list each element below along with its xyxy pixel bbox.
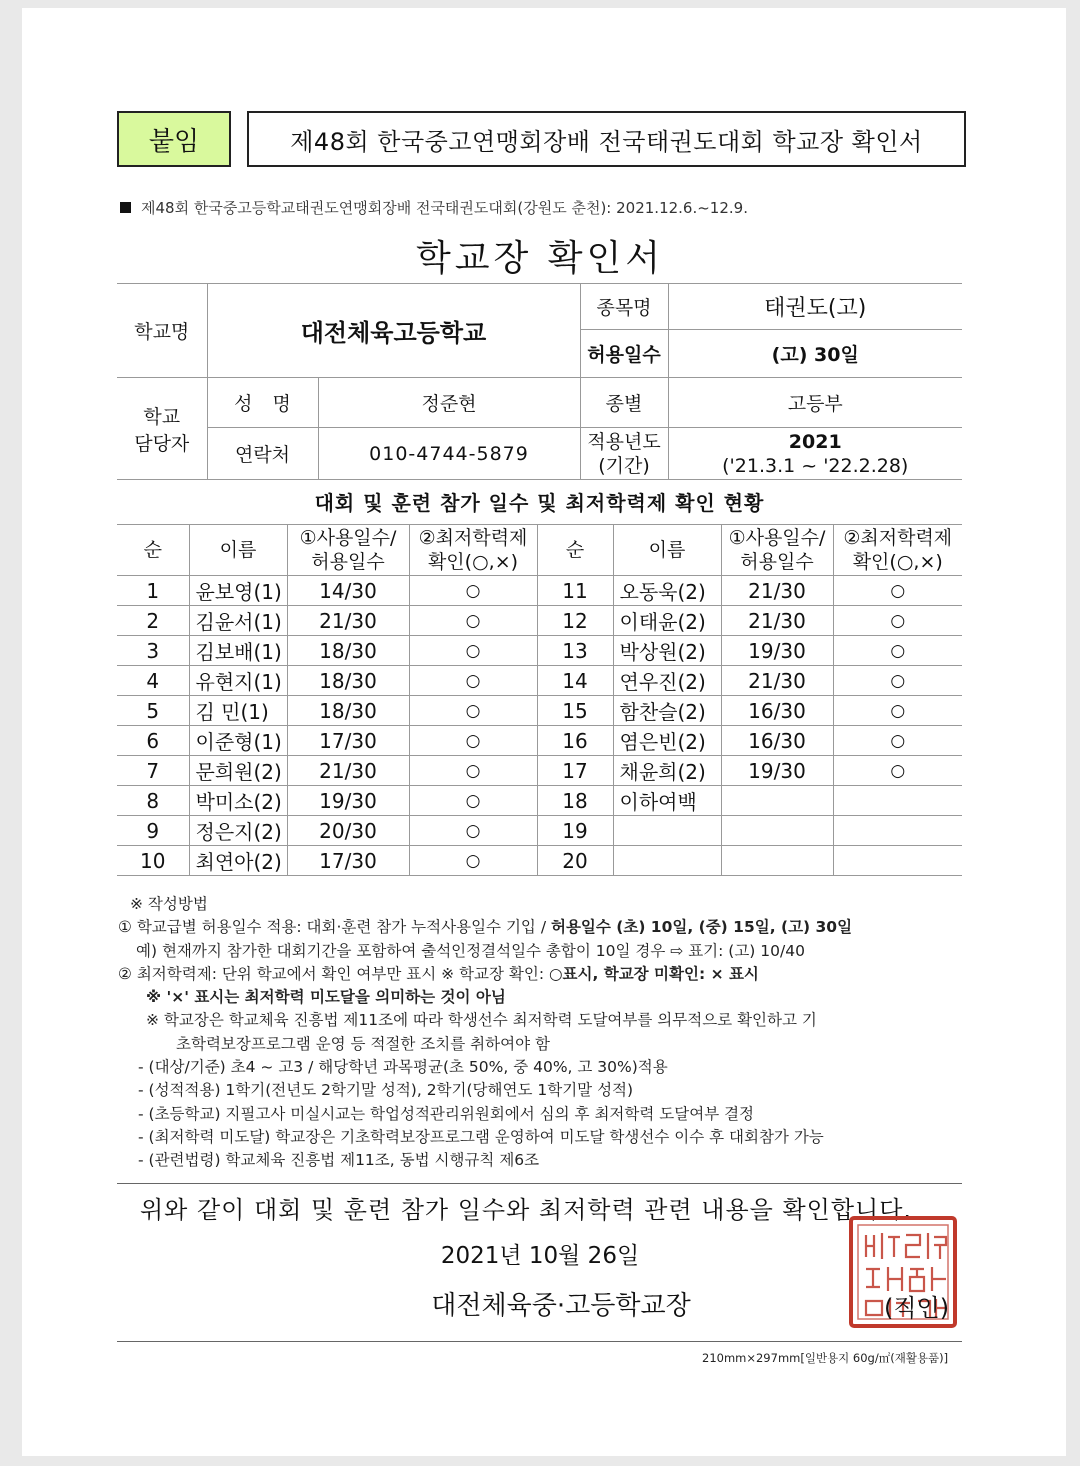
writing-instructions xyxy=(118,893,968,1173)
roster-cell-r-name xyxy=(613,846,721,876)
apply-period: ('21.3.1 ~ '22.2.28) xyxy=(722,454,909,477)
roster-cell-l-no: 10 xyxy=(117,846,189,876)
roster-cell-r-chk xyxy=(833,846,962,876)
event-info-line xyxy=(120,197,748,218)
roster-cell-r-chk: ○ xyxy=(833,696,962,726)
school-info-table xyxy=(117,283,962,480)
note-2 xyxy=(118,963,968,986)
roster-cell-l-chk: ○ xyxy=(409,666,537,696)
roster-cell-r-chk: ○ xyxy=(833,576,962,606)
apply-year: 2021 xyxy=(788,430,842,453)
roster-table xyxy=(117,524,962,876)
table-row xyxy=(117,636,962,666)
page-title: 학교장 확인서 xyxy=(415,238,665,279)
header-no-left: 순 xyxy=(117,525,189,576)
roster-cell-r-name: 연우진(2) xyxy=(613,666,721,696)
header-name-right: 이름 xyxy=(613,525,721,576)
paper-size-note: 210mm×297mm[일반용지 60g/㎡(재활용품)] xyxy=(702,1351,949,1365)
roster-cell-r-days: 16/30 xyxy=(721,726,833,756)
event-name-label: 종목명 xyxy=(580,284,668,330)
allowed-days-label: 허용일수 xyxy=(580,330,668,378)
roster-cell-r-chk: ○ xyxy=(833,606,962,636)
roster-cell-r-days: 21/30 xyxy=(721,666,833,696)
school-manager-label xyxy=(117,378,207,480)
contact-value: 010-4744-5879 xyxy=(318,428,580,480)
roster-cell-l-name: 박미소(2) xyxy=(189,786,287,816)
roster-cell-l-name: 김보배(1) xyxy=(189,636,287,666)
detail-1: - (대상/기준) 초4 ~ 고3 / 해당학년 과목평균(초 50%, 중 40%, 고 30%)적용 xyxy=(138,1058,668,1077)
roster-cell-l-days: 19/30 xyxy=(287,786,409,816)
notes-heading: ※ 작성방법 xyxy=(130,895,208,913)
attachment-tag: 붙임 xyxy=(117,111,231,167)
roster-cell-l-no: 5 xyxy=(117,696,189,726)
roster-cell-r-name: 이태윤(2) xyxy=(613,606,721,636)
header-days-line2: 허용일수 xyxy=(740,551,814,573)
roster-cell-r-chk: ○ xyxy=(833,726,962,756)
roster-cell-l-chk: ○ xyxy=(409,606,537,636)
roster-cell-l-no: 3 xyxy=(117,636,189,666)
note-2-bold: ○표시, 학교장 미확인: × 표시 xyxy=(548,964,759,983)
manager-name-label: 성 명 xyxy=(207,378,318,428)
roster-cell-l-chk: ○ xyxy=(409,846,537,876)
roster-cell-r-days: 21/30 xyxy=(721,606,833,636)
square-bullet-icon xyxy=(120,202,131,213)
header-check-line2: 확인(○,×) xyxy=(852,551,943,573)
header-check-line2: 확인(○,×) xyxy=(427,551,519,573)
school-name-value: 대전체육고등학교 xyxy=(207,284,580,378)
note-1-bold: 허용일수 (초) 10일, (중) 15일, (고) 30일 xyxy=(550,918,853,937)
category-label: 종별 xyxy=(580,378,668,428)
manager-name-value: 정준현 xyxy=(318,378,580,428)
roster-cell-l-no: 2 xyxy=(117,606,189,636)
roster-cell-r-chk: ○ xyxy=(833,666,962,696)
roster-cell-l-chk: ○ xyxy=(409,756,537,786)
roster-cell-r-no: 15 xyxy=(537,696,613,726)
roster-cell-l-no: 8 xyxy=(117,786,189,816)
school-manager-label-line2: 담당자 xyxy=(134,432,190,455)
header-days-right xyxy=(721,525,833,576)
section-title: 대회 및 훈련 참가 일수 및 최저학력제 확인 현황 xyxy=(314,491,765,515)
roster-cell-r-chk xyxy=(833,786,962,816)
header-check-line1: ②최저학력제 xyxy=(843,527,953,549)
note-2-text: ② 최저학력제: 단위 학교에서 확인 여부만 표시 ※ 학교장 확인: xyxy=(118,964,549,983)
roster-cell-r-name: 채윤희(2) xyxy=(613,756,721,786)
principal-name: 대전체육중·고등학교장 xyxy=(431,1291,691,1321)
detail-4: - (최저학력 미도달) 학교장은 기초학력보장프로그램 운영하여 미도달 학생선수 이수 후 대회참가 가능 xyxy=(138,1127,824,1146)
roster-cell-r-name: 염은빈(2) xyxy=(613,726,721,756)
header-name-left: 이름 xyxy=(189,525,287,576)
seal-label: (직인) xyxy=(884,1294,950,1322)
school-name-label: 학교명 xyxy=(117,284,207,378)
note-1-text: ① 학교급별 허용일수 적용: 대회·훈련 참가 누적사용일수 기입 / xyxy=(118,918,551,937)
roster-cell-l-chk: ○ xyxy=(409,576,537,606)
roster-cell-r-name: 박상원(2) xyxy=(613,636,721,666)
roster-cell-l-no: 1 xyxy=(117,576,189,606)
roster-cell-r-no: 13 xyxy=(537,636,613,666)
apply-year-value xyxy=(668,428,962,480)
roster-cell-r-days: 19/30 xyxy=(721,636,833,666)
roster-cell-r-no: 12 xyxy=(537,606,613,636)
roster-cell-l-chk: ○ xyxy=(409,816,537,846)
roster-cell-r-name: 함찬슬(2) xyxy=(613,696,721,726)
table-row xyxy=(117,606,962,636)
header-days-line1: ①사용일수/ xyxy=(299,527,397,549)
detail-5: - (관련법령) 학교체육 진흥법 제11조, 동법 시행규칙 제6조 xyxy=(138,1151,540,1170)
roster-cell-l-chk: ○ xyxy=(409,726,537,756)
roster-cell-l-no: 7 xyxy=(117,756,189,786)
note-4a: ※ 학교장은 학교체육 진흥법 제11조에 따라 학생선수 최저학력 도달여부를 의무적으로 확인하고 기 xyxy=(146,1011,817,1030)
roster-cell-r-no: 14 xyxy=(537,666,613,696)
issue-date: 2021년 10월 26일 xyxy=(440,1243,640,1269)
roster-cell-l-name: 문희원(2) xyxy=(189,756,287,786)
roster-cell-l-days: 17/30 xyxy=(287,726,409,756)
roster-cell-l-days: 21/30 xyxy=(287,756,409,786)
roster-cell-l-name: 이준형(1) xyxy=(189,726,287,756)
category-value: 고등부 xyxy=(668,378,962,428)
roster-cell-r-days xyxy=(721,786,833,816)
table-row xyxy=(117,786,962,816)
header-days-line2: 허용일수 xyxy=(311,551,385,573)
roster-cell-l-no: 9 xyxy=(117,816,189,846)
table-row xyxy=(117,756,962,786)
apply-year-label xyxy=(580,428,668,480)
table-row xyxy=(117,846,962,876)
roster-cell-l-days: 18/30 xyxy=(287,636,409,666)
school-manager-label-line1: 학교 xyxy=(143,405,181,428)
header-check-line1: ②최저학력제 xyxy=(418,527,528,549)
roster-cell-r-chk: ○ xyxy=(833,636,962,666)
roster-cell-r-days: 19/30 xyxy=(721,756,833,786)
roster-cell-l-name: 김 민(1) xyxy=(189,696,287,726)
table-row xyxy=(117,726,962,756)
roster-cell-r-name: 오동욱(2) xyxy=(613,576,721,606)
header-no-right: 순 xyxy=(537,525,613,576)
detail-2: - (성적적용) 1학기(전년도 2학기말 성적), 2학기(당해연도 1학기말 성적) xyxy=(138,1081,634,1100)
confirmation-statement: 위와 같이 대회 및 훈련 참가 일수와 최저학력 관련 내용을 확인합니다. xyxy=(139,1196,913,1224)
roster-cell-r-no: 20 xyxy=(537,846,613,876)
roster-cell-r-days: 21/30 xyxy=(721,576,833,606)
roster-cell-r-days xyxy=(721,816,833,846)
detail-3: - (초등학교) 지필고사 미실시교는 학업성적관리위원회에서 심의 후 최저학력 도달여부 결정 xyxy=(138,1104,755,1123)
header-check-right xyxy=(833,525,962,576)
roster-cell-r-days: 16/30 xyxy=(721,696,833,726)
roster-cell-l-no: 6 xyxy=(117,726,189,756)
roster-cell-r-chk: ○ xyxy=(833,756,962,786)
note-1 xyxy=(118,916,968,939)
apply-year-label-line2: (기간) xyxy=(598,454,650,477)
event-info-text: 제48회 한국중고등학교태권도연맹회장배 전국태권도대회(강원도 춘천): 2021.12.6.~12.9. xyxy=(141,199,748,217)
apply-year-label-line1: 적용년도 xyxy=(587,430,661,453)
header-days-left xyxy=(287,525,409,576)
roster-cell-r-no: 19 xyxy=(537,816,613,846)
roster-cell-r-no: 18 xyxy=(537,786,613,816)
roster-cell-l-days: 20/30 xyxy=(287,816,409,846)
roster-cell-l-days: 14/30 xyxy=(287,576,409,606)
header-days-line1: ①사용일수/ xyxy=(728,527,826,549)
table-row xyxy=(117,576,962,606)
roster-cell-r-name xyxy=(613,816,721,846)
document-header-title: 제48회 한국중고연맹회장배 전국태권도대회 학교장 확인서 xyxy=(247,111,966,167)
roster-cell-r-chk xyxy=(833,816,962,846)
roster-cell-l-chk: ○ xyxy=(409,636,537,666)
roster-cell-l-days: 17/30 xyxy=(287,846,409,876)
roster-cell-r-no: 11 xyxy=(537,576,613,606)
divider-top xyxy=(117,1183,962,1184)
roster-cell-l-chk: ○ xyxy=(409,696,537,726)
table-row xyxy=(117,666,962,696)
roster-cell-l-name: 정은지(2) xyxy=(189,816,287,846)
allowed-days-value: (고) 30일 xyxy=(668,330,962,378)
note-4b: 초학력보장프로그램 운영 등 적절한 조치를 취하여야 함 xyxy=(176,1034,550,1053)
roster-cell-l-days: 18/30 xyxy=(287,696,409,726)
roster-cell-l-name: 유현지(1) xyxy=(189,666,287,696)
roster-cell-l-chk: ○ xyxy=(409,786,537,816)
divider-bottom xyxy=(117,1341,962,1342)
roster-cell-r-days xyxy=(721,846,833,876)
roster-cell-l-name: 윤보영(1) xyxy=(189,576,287,606)
event-name-value: 태권도(고) xyxy=(668,284,962,330)
roster-cell-r-no: 16 xyxy=(537,726,613,756)
header-check-left xyxy=(409,525,537,576)
roster-cell-l-name: 최연아(2) xyxy=(189,846,287,876)
contact-label: 연락처 xyxy=(207,428,318,480)
roster-cell-l-days: 21/30 xyxy=(287,606,409,636)
table-row xyxy=(117,816,962,846)
roster-cell-l-name: 김윤서(1) xyxy=(189,606,287,636)
table-row xyxy=(117,696,962,726)
note-3: ※ '×' 표시는 최저학력 미도달을 의미하는 것이 아님 xyxy=(146,988,506,1007)
roster-cell-r-name: 이하여백 xyxy=(613,786,721,816)
roster-cell-r-no: 17 xyxy=(537,756,613,786)
note-1-example: 예) 현재까지 참가한 대회기간을 포함하여 출석인정결석일수 총합이 10일 경우 ⇨ 표기: (고) 10/40 xyxy=(136,941,805,960)
roster-cell-l-no: 4 xyxy=(117,666,189,696)
roster-cell-l-days: 18/30 xyxy=(287,666,409,696)
